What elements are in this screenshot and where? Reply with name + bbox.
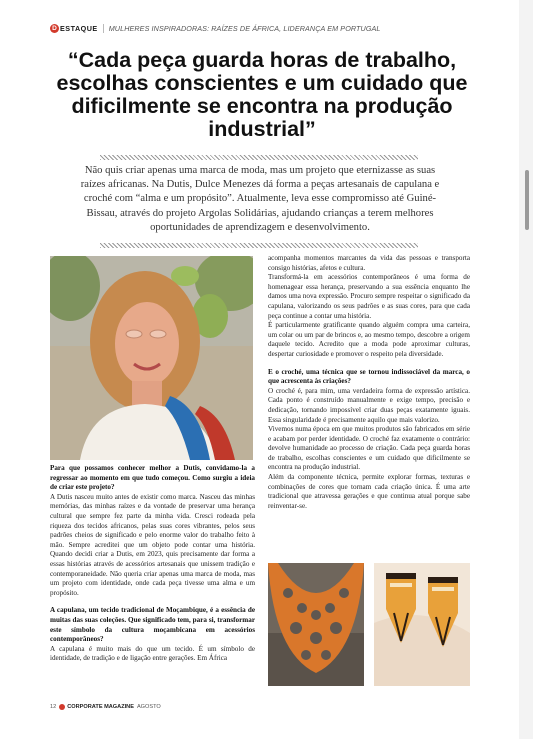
article-kicker: MULHERES INSPIRADORAS: RAÍZES DE ÁFRICA, LIDERANÇA EM PORTUGAL: [108, 23, 381, 33]
page-number: 12: [50, 704, 57, 710]
answer-3-paragraph-1: O croché é, para mim, uma verdadeira forma de expressão artística. Cada ponto é construído manualmente e exige tempo, precisão e dedicação, tornando impossível criar duas peças exatamente iguais. Essa singularidade é precisamente aquilo que mais valorizo.: [268, 386, 470, 424]
answer-3-paragraph-2: Vivemos numa época em que muitos produtos são fabricados em série e acabam por perder identidade. O croché faz exatamente o contrário: devolve humanidade ao processo de criação. Cada peça guarda horas de trabalho, escolhas conscientes e um cuidado que dificilmente se encontra na produção industrial.: [268, 425, 470, 472]
question-2: A capulana, um tecido tradicional de Moçambique, é a essência de muitas das suas coleções. Que significado tem, para si, transformar este símbolo da cultura moçambicana em acessórios contemporâneos?: [50, 606, 255, 644]
page-header: [50, 21, 479, 35]
answer-2: A capulana é muito mais do que um tecido. É um símbolo de identidade, de tradição e de ligação entre gerações. Em África: [50, 644, 255, 663]
right-column: [268, 254, 470, 511]
answer-2-continued: acompanha momentos marcantes da vida das pessoas e transporta consigo histórias, afetos e cultura.: [268, 254, 470, 272]
capulana-earrings-photo: [374, 563, 470, 686]
vertical-scrollbar[interactable]: [519, 0, 533, 739]
portrait-photo: [50, 256, 253, 460]
issue-month: AGOSTO: [136, 704, 161, 710]
lead-paragraph: Não quis criar apenas uma marca de moda, mas um projeto que eternizasse as suas raízes africanas. Na Dutis, Dulce Menezes dá forma a peças artesanais de capulana e croché com “alma e um propósito”. Atualmente, leva esse compromisso até Guiné-Bissau, através do projeto Argolas Solidárias, ajudando crianças a terem melhores oportunidades de aprendizagem e desenvolvimento.: [80, 165, 440, 233]
answer-2-paragraph-2: Transformá-la em acessórios contemporâneos é uma forma de homenagear essa herança, preservando a sua essência enquanto lhe damos uma nova expressão. Procuro sempre respeitar o significado da capulana, valorizando os seus padrões e as suas cores, para que cada peça continue a contar uma história.: [268, 273, 470, 320]
divider-top: [100, 155, 418, 160]
question-1: Para que possamos conhecer melhor a Dutis, convidamo-la a regressar ao momento em que tudo começou. Como surgiu a ideia de criar este projeto?: [50, 464, 255, 492]
answer-2-paragraph-3: É particularmente gratificante quando alguém compra uma carteira, um colar ou um par de brincos e, ao mesmo tempo, descobre a origem daquele tecido. Acredito que a moda pode aproximar culturas, despertar curiosidade e promover o respeito pela diversidade.: [268, 321, 470, 358]
answer-1: A Dutis nasceu muito antes de existir como marca. Nasceu das minhas memórias, das minhas raízes e da vontade de preservar uma herança cultural que sempre fez parte da minha vida. Cresci rodeada pela riqueza dos tecidos africanos, pelas suas cores vibrantes, pelos seus padrões cheios de significado e pelo enorme valor do trabalho feito à mão. Sempre acreditei que um objeto pode contar uma história. Quando decidi criar a Dutis, em 2023, quis precisamente dar forma a essas histórias através de acessórios artesanais que unissem tradição e contemporaneidade. Não queria criar apenas uma marca de moda, mas um projeto com identidade, onde cada peça tivesse uma alma e um propósito.: [50, 492, 255, 597]
page-footer: [50, 704, 161, 710]
section-logo-mark: D: [50, 24, 59, 33]
pull-quote-title: “Cada peça guarda horas de trabalho, escolhas conscientes e um cuidado que dificilmente se encontra na produção industrial”: [56, 48, 468, 141]
crochet-necklace-photo: [268, 563, 364, 686]
question-3: E o croché, uma técnica que se tornou indissociável da marca, o que acrescenta às criações?: [268, 367, 470, 386]
scrollbar-thumb[interactable]: [525, 170, 529, 230]
section-label: ESTAQUE: [60, 23, 98, 33]
header-divider: [103, 24, 104, 33]
magazine-name: CORPORATE MAGAZINE: [67, 704, 134, 710]
divider-bottom: [100, 243, 418, 248]
left-column: [50, 464, 255, 664]
answer-3-paragraph-3: Além da componente técnica, permite explorar formas, texturas e combinações de cores que tornam cada criação única. É uma arte tradicional que atravessa gerações e que continua atual porque sabe reinventar-se.: [268, 473, 470, 510]
magazine-logo-icon: [59, 704, 65, 710]
